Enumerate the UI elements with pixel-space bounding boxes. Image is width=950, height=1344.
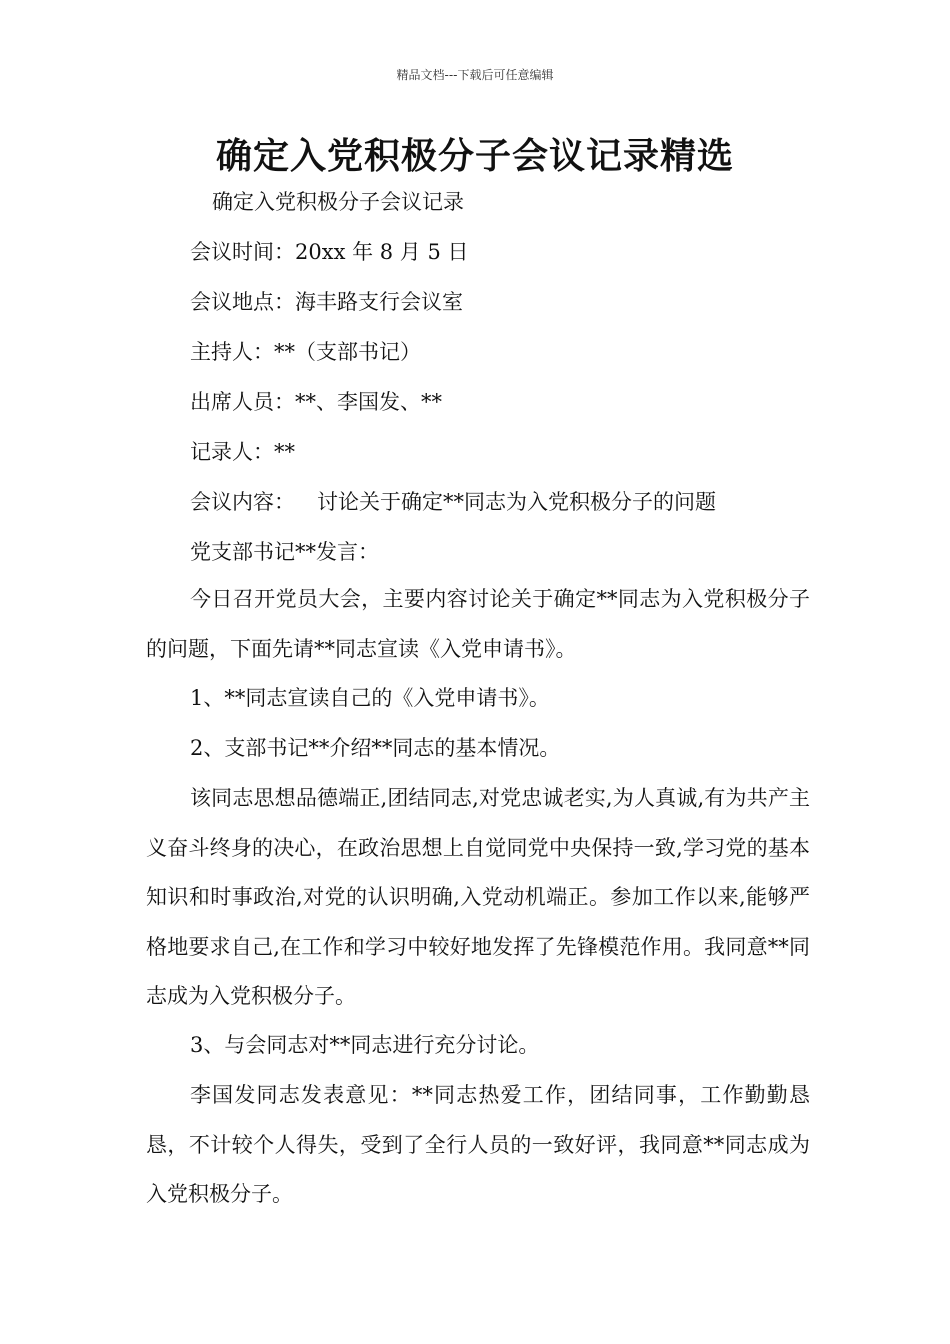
meeting-place: 会议地点：海丰路支行会议室 — [190, 290, 463, 314]
document-title: 确定入党积极分子会议记录精选 — [215, 136, 734, 177]
introduction-paragraph: 该同志思想品德端正,团结同志,对党忠诚老实,为人真诚,有为共产主义奋斗终身的决心，在政治思想上自觉同党中央保持一致,学习党的基本知识和时事政治,对党的认识明确,入党动机端正。参加工作以来,能够严格地要求自己,在工作和学习中较好地发挥了先锋模范作用。我同意**同志成为入党积极分子。 — [146, 786, 810, 1008]
agenda-item-1: 1、**同志宣读自己的《入党申请书》。 — [190, 686, 550, 710]
meeting-attendees: 出席人员：**、李国发、** — [190, 390, 442, 414]
meeting-content-value: 讨论关于确定**同志为入党积极分子的问题 — [317, 490, 716, 514]
opening-paragraph: 今日召开党员大会，主要内容讨论关于确定**同志为入党积极分子的问题，下面先请**同志宣读《入党申请书》。 — [146, 587, 810, 661]
agenda-item-2: 2、支部书记**介绍**同志的基本情况。 — [190, 736, 561, 760]
document-subtitle: 确定入党积极分子会议记录 — [212, 190, 464, 214]
meeting-recorder: 记录人：** — [190, 440, 295, 464]
speaker-line: 党支部书记**发言： — [190, 540, 379, 564]
header-note: 精品文档---下载后可任意编辑 — [396, 68, 554, 82]
meeting-host: 主持人：**（支部书记） — [190, 340, 421, 364]
meeting-content — [190, 486, 716, 516]
meeting-content-label: 会议内容： — [190, 490, 295, 514]
opinion-paragraph: 李国发同志发表意见：**同志热爱工作，团结同事，工作勤勤恳恳，不计较个人得失，受到了全行人员的一致好评，我同意**同志成为入党积极分子。 — [146, 1083, 810, 1206]
agenda-item-3: 3、与会同志对**同志进行充分讨论。 — [190, 1033, 540, 1057]
meeting-time: 会议时间：20xx 年 8 月 5 日 — [190, 240, 469, 264]
